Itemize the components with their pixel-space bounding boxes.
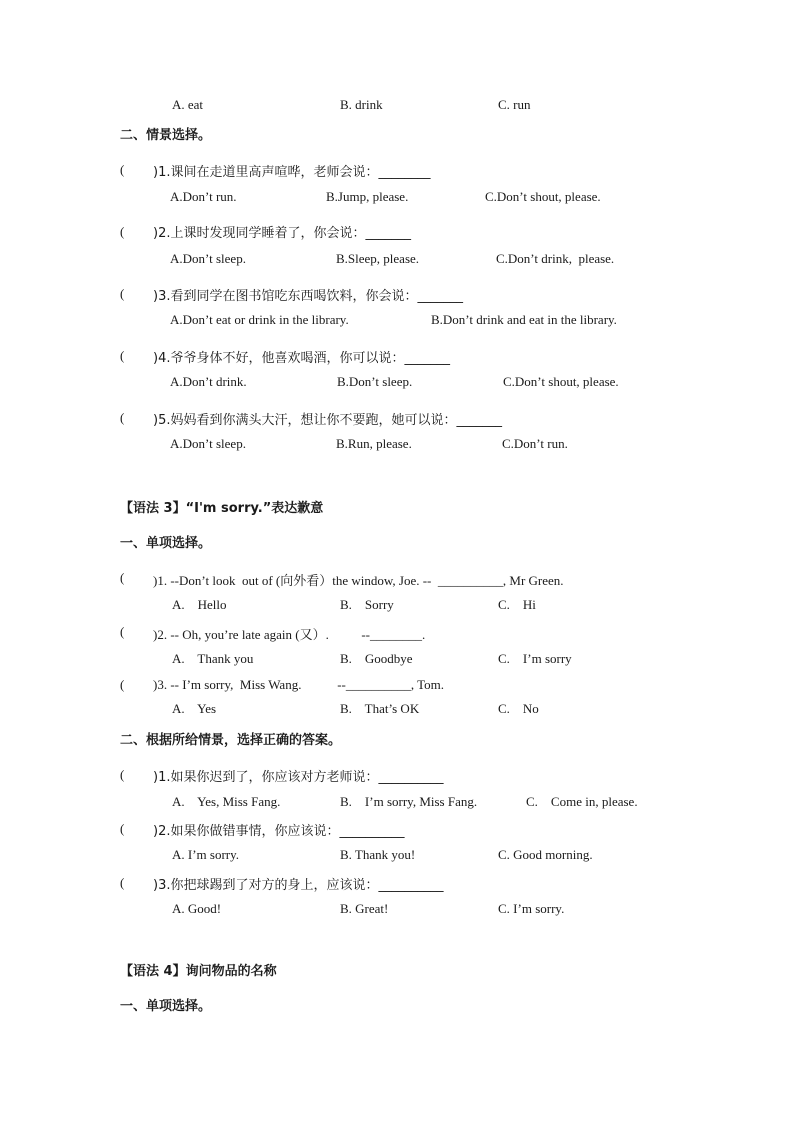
- answer-paren: (: [120, 410, 125, 425]
- option: C. I’m sorry.: [498, 901, 565, 916]
- option: B. Great!: [340, 901, 389, 916]
- option: B. I’m sorry, Miss Fang.: [340, 794, 478, 809]
- option: B.Run, please.: [336, 436, 412, 451]
- option: A. Hello: [172, 597, 227, 612]
- option: B.Jump, please.: [326, 189, 409, 204]
- grammar-title: 【语法 4】询问物品的名称: [120, 964, 277, 979]
- option: B.Sleep, please.: [336, 251, 420, 266]
- question: )2.如果你做错事情，你应该说：__________: [153, 824, 405, 839]
- question: )1.课间在走道里高声喧哗，老师会说：________: [153, 165, 431, 180]
- grammar-title: 【语法 3】“I'm sorry.”表达歉意: [120, 501, 324, 516]
- option: C. Good morning.: [498, 847, 593, 862]
- section-heading: 一、单项选择。: [120, 536, 212, 551]
- option: B. Goodbye: [340, 651, 413, 666]
- answer-paren: (: [120, 624, 125, 639]
- question: )5.妈妈看到你满头大汗，想让你不要跑，她可以说：_______: [153, 413, 502, 428]
- option: C. No: [498, 701, 539, 716]
- question: )1.如果你迟到了，你应该对方老师说：__________: [153, 770, 444, 785]
- option: C.Don’t shout, please.: [485, 189, 601, 204]
- answer-paren: (: [120, 677, 125, 692]
- question: )1. --Don’t look out of (向外看）the window, Joe. -- __________, Mr Green.: [153, 573, 564, 588]
- option: B.Don’t sleep.: [337, 374, 413, 389]
- option: C. Come in, please.: [526, 794, 638, 809]
- option: A.Don’t sleep.: [170, 436, 246, 451]
- option: A.Don’t drink.: [170, 374, 247, 389]
- section-heading: 一、单项选择。: [120, 999, 212, 1014]
- option: A. Yes, Miss Fang.: [172, 794, 281, 809]
- option: A. I’m sorry.: [172, 847, 240, 862]
- answer-paren: (: [120, 162, 125, 177]
- answer-paren: (: [120, 821, 125, 836]
- option: C. run: [498, 97, 531, 112]
- question: )4.爷爷身体不好，他喜欢喝酒，你可以说：_______: [153, 351, 450, 366]
- section-heading: 二、情景选择。: [120, 128, 212, 143]
- option: A. Thank you: [172, 651, 254, 666]
- answer-paren: (: [120, 286, 125, 301]
- answer-paren: (: [120, 767, 125, 782]
- option: C.Don’t shout, please.: [503, 374, 619, 389]
- option: A. eat: [172, 97, 204, 112]
- question: )3.看到同学在图书馆吃东西喝饮料，你会说：_______: [153, 289, 463, 304]
- answer-paren: (: [120, 570, 125, 585]
- option: A.Don’t run.: [170, 189, 237, 204]
- question: )3.你把球踢到了对方的身上，应该说：__________: [153, 878, 444, 893]
- option: B. That’s OK: [340, 701, 420, 716]
- answer-paren: (: [120, 348, 125, 363]
- option: C. Hi: [498, 597, 536, 612]
- answer-paren: (: [120, 875, 125, 890]
- question: )3. -- I’m sorry, Miss Wang. --__________, Tom.: [153, 677, 445, 692]
- question: )2.上课时发现同学睡着了，你会说：_______: [153, 226, 411, 241]
- option: C.Don’t run.: [502, 436, 568, 451]
- option: C. I’m sorry: [498, 651, 572, 666]
- answer-paren: (: [120, 224, 125, 239]
- question: )2. -- Oh, you’re late again (又）. --________.: [153, 627, 426, 642]
- option: A.Don’t eat or drink in the library.: [170, 312, 349, 327]
- option: B.Don’t drink and eat in the library.: [431, 312, 617, 327]
- option: B. Sorry: [340, 597, 394, 612]
- option: A.Don’t sleep.: [170, 251, 246, 266]
- option: A. Good!: [172, 901, 222, 916]
- option: A. Yes: [172, 701, 217, 716]
- option: C.Don’t drink, please.: [496, 251, 615, 266]
- option: B. Thank you!: [340, 847, 416, 862]
- option: B. drink: [340, 97, 383, 112]
- section-heading: 二、根据所给情景，选择正确的答案。: [120, 733, 342, 748]
